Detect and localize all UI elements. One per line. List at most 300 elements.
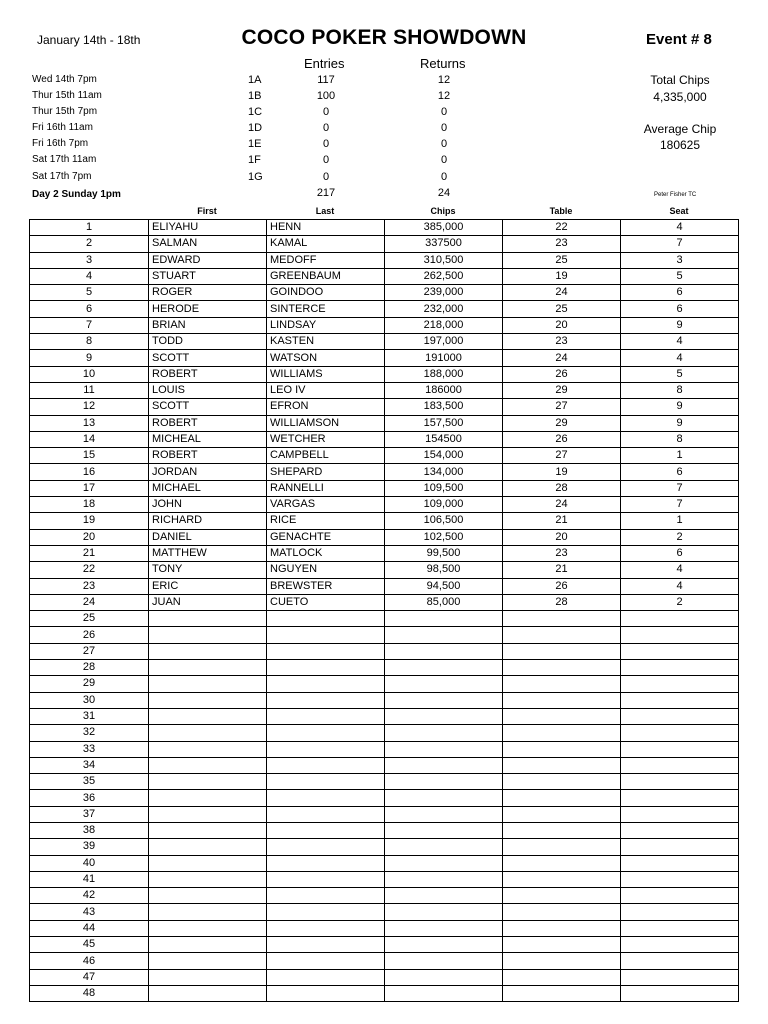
table-number-cell: [503, 920, 621, 936]
first-name-cell: TODD: [149, 334, 267, 350]
chips-cell: 262,500: [385, 268, 503, 284]
table-number-cell: [503, 725, 621, 741]
seat-cell: [621, 985, 739, 1001]
rank-cell: 17: [30, 480, 149, 496]
rank-cell: 11: [30, 382, 149, 398]
table-number-cell: [503, 969, 621, 985]
seat-cell: 6: [621, 464, 739, 480]
chips-cell: 85,000: [385, 594, 503, 610]
first-name-cell: MICHAEL: [149, 480, 267, 496]
seat-cell: 8: [621, 431, 739, 447]
last-name-cell: WILLIAMSON: [267, 415, 385, 431]
schedule-returns: 0: [440, 138, 448, 150]
chips-cell: [385, 985, 503, 1001]
last-name-cell: GOINDOO: [267, 285, 385, 301]
first-name-cell: [149, 953, 267, 969]
first-name-cell: MICHEAL: [149, 431, 267, 447]
rank-cell: 38: [30, 822, 149, 838]
schedule-day: Thur 15th 7pm: [32, 106, 98, 117]
table-number-cell: 26: [503, 578, 621, 594]
first-name-cell: [149, 904, 267, 920]
schedule-returns: 0: [440, 154, 448, 166]
chips-cell: 98,500: [385, 562, 503, 578]
table-number-cell: [503, 643, 621, 659]
seat-cell: 1: [621, 513, 739, 529]
last-name-cell: KAMAL: [267, 236, 385, 252]
table-row: [30, 611, 739, 627]
schedule-entries: 0: [322, 122, 330, 134]
seat-cell: 2: [621, 529, 739, 545]
seat-cell: 4: [621, 578, 739, 594]
seat-cell: [621, 806, 739, 822]
first-name-cell: EDWARD: [149, 252, 267, 268]
table-number-cell: [503, 904, 621, 920]
rank-cell: 34: [30, 757, 149, 773]
table-row: [30, 220, 739, 236]
last-name-cell: MATLOCK: [267, 545, 385, 561]
schedule-entries: 100: [316, 90, 336, 102]
schedule-returns: 12: [437, 74, 451, 86]
seat-cell: [621, 822, 739, 838]
table-number-cell: [503, 790, 621, 806]
rank-cell: 5: [30, 285, 149, 301]
chips-cell: 239,000: [385, 285, 503, 301]
schedule-day: Thur 15th 11am: [32, 90, 102, 101]
last-name-cell: [267, 790, 385, 806]
seat-cell: 9: [621, 399, 739, 415]
page-title: COCO POKER SHOWDOWN: [241, 26, 527, 49]
table-number-cell: 24: [503, 350, 621, 366]
table-row: [30, 317, 739, 333]
table-row: [30, 839, 739, 855]
chips-cell: [385, 708, 503, 724]
last-name-cell: [267, 871, 385, 887]
seat-cell: 9: [621, 415, 739, 431]
first-name-cell: [149, 839, 267, 855]
first-name-cell: [149, 725, 267, 741]
first-name-cell: [149, 757, 267, 773]
seat-cell: [621, 888, 739, 904]
chips-cell: [385, 741, 503, 757]
last-name-cell: [267, 660, 385, 676]
last-name-cell: KASTEN: [267, 334, 385, 350]
last-name-cell: WATSON: [267, 350, 385, 366]
schedule-returns: 0: [440, 122, 448, 134]
first-name-cell: HERODE: [149, 301, 267, 317]
rank-cell: 25: [30, 611, 149, 627]
last-name-cell: MEDOFF: [267, 252, 385, 268]
chips-cell: 157,500: [385, 415, 503, 431]
rank-cell: 26: [30, 627, 149, 643]
seat-cell: [621, 660, 739, 676]
seat-cell: [621, 757, 739, 773]
table-number-cell: 25: [503, 301, 621, 317]
chips-cell: [385, 969, 503, 985]
schedule-flight: 1B: [248, 90, 262, 102]
chips-cell: [385, 855, 503, 871]
last-name-cell: [267, 611, 385, 627]
chips-cell: 99,500: [385, 545, 503, 561]
table-row: [30, 529, 739, 545]
table-row: [30, 920, 739, 936]
table-number-cell: 29: [503, 382, 621, 398]
chips-cell: [385, 920, 503, 936]
seat-cell: 4: [621, 334, 739, 350]
seat-cell: [621, 611, 739, 627]
table-row: [30, 953, 739, 969]
last-name-cell: RICE: [267, 513, 385, 529]
last-name-cell: [267, 904, 385, 920]
table-number-cell: 27: [503, 448, 621, 464]
seat-cell: 2: [621, 594, 739, 610]
table-number-cell: 24: [503, 497, 621, 513]
seat-cell: [621, 725, 739, 741]
table-number-cell: [503, 774, 621, 790]
seat-cell: 4: [621, 350, 739, 366]
seat-cell: 6: [621, 545, 739, 561]
last-name-cell: [267, 741, 385, 757]
first-name-cell: DANIEL: [149, 529, 267, 545]
rank-cell: 33: [30, 741, 149, 757]
table-number-cell: 23: [503, 334, 621, 350]
rank-cell: 43: [30, 904, 149, 920]
table-row: [30, 627, 739, 643]
seat-cell: [621, 969, 739, 985]
seat-cell: 6: [621, 301, 739, 317]
seat-cell: 7: [621, 236, 739, 252]
first-name-cell: MATTHEW: [149, 545, 267, 561]
schedule-row: [0, 154, 768, 170]
first-name-cell: JUAN: [149, 594, 267, 610]
table-number-cell: 23: [503, 236, 621, 252]
seat-cell: 6: [621, 285, 739, 301]
last-name-cell: [267, 708, 385, 724]
last-name-cell: [267, 806, 385, 822]
rank-cell: 37: [30, 806, 149, 822]
average-chip-value: 180625: [659, 138, 701, 152]
table-row: [30, 937, 739, 953]
first-name-cell: LOUIS: [149, 382, 267, 398]
schedule-day: Sat 17th 11am: [32, 154, 97, 165]
table-row: [30, 448, 739, 464]
chips-cell: 134,000: [385, 464, 503, 480]
rank-cell: 1: [30, 220, 149, 236]
seat-cell: [621, 871, 739, 887]
rank-cell: 22: [30, 562, 149, 578]
schedule-flight: 1D: [248, 122, 263, 134]
rank-cell: 2: [30, 236, 149, 252]
chips-cell: [385, 692, 503, 708]
table-row: [30, 757, 739, 773]
table-row: [30, 774, 739, 790]
table-number-cell: 21: [503, 513, 621, 529]
table-row: [30, 904, 739, 920]
schedule-flight: 1G: [248, 171, 263, 183]
table-number-cell: 25: [503, 252, 621, 268]
rank-cell: 8: [30, 334, 149, 350]
last-name-cell: CUETO: [267, 594, 385, 610]
first-name-cell: SCOTT: [149, 399, 267, 415]
rank-cell: 23: [30, 578, 149, 594]
chips-cell: [385, 757, 503, 773]
seat-cell: [621, 627, 739, 643]
rank-cell: 12: [30, 399, 149, 415]
rank-cell: 32: [30, 725, 149, 741]
schedule-flight: 1F: [248, 154, 261, 166]
last-name-cell: [267, 985, 385, 1001]
table-number-cell: 27: [503, 399, 621, 415]
col-first: First: [197, 206, 217, 216]
schedule-entries: 0: [322, 106, 330, 118]
last-name-cell: GENACHTE: [267, 529, 385, 545]
last-name-cell: HENN: [267, 220, 385, 236]
rank-cell: 27: [30, 643, 149, 659]
day2-label: Day 2 Sunday 1pm: [32, 189, 121, 200]
schedule-day: Wed 14th 7pm: [32, 74, 97, 85]
rank-cell: 47: [30, 969, 149, 985]
first-name-cell: ROBERT: [149, 415, 267, 431]
schedule-returns: 0: [440, 106, 448, 118]
table-number-cell: 20: [503, 317, 621, 333]
first-name-cell: ROGER: [149, 285, 267, 301]
last-name-cell: [267, 822, 385, 838]
last-name-cell: [267, 676, 385, 692]
rank-cell: 13: [30, 415, 149, 431]
table-row: [30, 888, 739, 904]
chips-cell: [385, 937, 503, 953]
table-number-cell: [503, 741, 621, 757]
schedule-returns: 12: [437, 90, 451, 102]
last-name-cell: LINDSAY: [267, 317, 385, 333]
table-row: [30, 301, 739, 317]
chips-cell: 109,500: [385, 480, 503, 496]
table-row: [30, 855, 739, 871]
chips-cell: 94,500: [385, 578, 503, 594]
seat-cell: 1: [621, 448, 739, 464]
table-number-cell: 19: [503, 268, 621, 284]
first-name-cell: [149, 822, 267, 838]
signature: Peter Fisher TC: [654, 192, 697, 198]
table-number-cell: [503, 676, 621, 692]
table-row: [30, 660, 739, 676]
table-number-cell: 28: [503, 594, 621, 610]
last-name-cell: [267, 969, 385, 985]
first-name-cell: SALMAN: [149, 236, 267, 252]
chips-cell: [385, 627, 503, 643]
last-name-cell: [267, 725, 385, 741]
table-row: [30, 431, 739, 447]
rank-cell: 28: [30, 660, 149, 676]
table-row: [30, 497, 739, 513]
date-range: January 14th - 18th: [37, 33, 141, 47]
table-number-cell: 19: [503, 464, 621, 480]
col-seat: Seat: [669, 206, 689, 216]
rank-cell: 42: [30, 888, 149, 904]
table-number-cell: [503, 806, 621, 822]
total-entries: 217: [316, 187, 336, 199]
first-name-cell: STUART: [149, 268, 267, 284]
table-number-cell: 26: [503, 431, 621, 447]
first-name-cell: [149, 855, 267, 871]
table-row: [30, 692, 739, 708]
first-name-cell: [149, 660, 267, 676]
chips-cell: [385, 822, 503, 838]
chips-cell: 385,000: [385, 220, 503, 236]
last-name-cell: [267, 839, 385, 855]
last-name-cell: RANNELLI: [267, 480, 385, 496]
table-row: [30, 676, 739, 692]
table-number-cell: 24: [503, 285, 621, 301]
schedule-day: Sat 17th 7pm: [32, 171, 92, 182]
table-row: [30, 725, 739, 741]
first-name-cell: [149, 627, 267, 643]
table-number-cell: 28: [503, 480, 621, 496]
last-name-cell: [267, 937, 385, 953]
seat-cell: 7: [621, 480, 739, 496]
seat-cell: 4: [621, 562, 739, 578]
table-number-cell: [503, 888, 621, 904]
first-name-cell: ROBERT: [149, 366, 267, 382]
last-name-cell: [267, 692, 385, 708]
chips-cell: 106,500: [385, 513, 503, 529]
table-number-cell: [503, 822, 621, 838]
rank-cell: 48: [30, 985, 149, 1001]
last-name-cell: [267, 888, 385, 904]
table-number-cell: [503, 660, 621, 676]
seat-cell: [621, 904, 739, 920]
seat-cell: [621, 839, 739, 855]
chips-cell: [385, 904, 503, 920]
seat-cell: [621, 741, 739, 757]
chips-cell: 232,000: [385, 301, 503, 317]
schedule-day: Fri 16th 7pm: [32, 138, 89, 149]
last-name-cell: [267, 643, 385, 659]
schedule-day: Fri 16th 11am: [32, 122, 93, 133]
seat-cell: 3: [621, 252, 739, 268]
schedule-entries: 0: [322, 154, 330, 166]
table-row: [30, 513, 739, 529]
rank-cell: 41: [30, 871, 149, 887]
table-row: [30, 399, 739, 415]
chips-cell: [385, 660, 503, 676]
col-chips: Chips: [430, 206, 456, 216]
chips-cell: 191000: [385, 350, 503, 366]
last-name-cell: EFRON: [267, 399, 385, 415]
last-name-cell: SHEPARD: [267, 464, 385, 480]
chip-count-table: [29, 219, 739, 1002]
seat-cell: 7: [621, 497, 739, 513]
first-name-cell: [149, 920, 267, 936]
chips-cell: [385, 790, 503, 806]
table-row: [30, 382, 739, 398]
rank-cell: 15: [30, 448, 149, 464]
table-row: [30, 822, 739, 838]
seat-cell: [621, 920, 739, 936]
first-name-cell: [149, 708, 267, 724]
first-name-cell: [149, 741, 267, 757]
first-name-cell: [149, 692, 267, 708]
chips-cell: [385, 839, 503, 855]
last-name-cell: [267, 774, 385, 790]
first-name-cell: [149, 643, 267, 659]
table-row: [30, 480, 739, 496]
event-number: Event # 8: [646, 31, 712, 48]
chips-cell: 183,500: [385, 399, 503, 415]
table-row: [30, 236, 739, 252]
seat-cell: [621, 953, 739, 969]
chips-cell: [385, 676, 503, 692]
last-name-cell: BREWSTER: [267, 578, 385, 594]
first-name-cell: TONY: [149, 562, 267, 578]
table-number-cell: [503, 937, 621, 953]
first-name-cell: SCOTT: [149, 350, 267, 366]
chips-cell: 337500: [385, 236, 503, 252]
schedule-entries: 0: [322, 138, 330, 150]
table-number-cell: [503, 871, 621, 887]
table-number-cell: 21: [503, 562, 621, 578]
table-row: [30, 594, 739, 610]
total-returns: 24: [437, 187, 451, 199]
table-number-cell: [503, 839, 621, 855]
table-number-cell: 26: [503, 366, 621, 382]
first-name-cell: [149, 985, 267, 1001]
first-name-cell: [149, 790, 267, 806]
rank-cell: 35: [30, 774, 149, 790]
chips-cell: [385, 725, 503, 741]
rank-cell: 21: [30, 545, 149, 561]
last-name-cell: WETCHER: [267, 431, 385, 447]
chips-cell: [385, 611, 503, 627]
last-name-cell: NGUYEN: [267, 562, 385, 578]
table-row: [30, 708, 739, 724]
rank-cell: 31: [30, 708, 149, 724]
last-name-cell: GREENBAUM: [267, 268, 385, 284]
rank-cell: 30: [30, 692, 149, 708]
table-row: [30, 562, 739, 578]
rank-cell: 45: [30, 937, 149, 953]
chips-cell: 218,000: [385, 317, 503, 333]
last-name-cell: [267, 920, 385, 936]
table-row: [30, 415, 739, 431]
first-name-cell: BRIAN: [149, 317, 267, 333]
first-name-cell: [149, 969, 267, 985]
table-row: [30, 643, 739, 659]
first-name-cell: [149, 806, 267, 822]
seat-cell: 9: [621, 317, 739, 333]
table-row: [30, 985, 739, 1001]
rank-cell: 9: [30, 350, 149, 366]
chips-cell: [385, 806, 503, 822]
seat-cell: [621, 937, 739, 953]
chips-cell: 154,000: [385, 448, 503, 464]
chips-cell: [385, 888, 503, 904]
table-row: [30, 790, 739, 806]
chips-cell: 109,000: [385, 497, 503, 513]
rank-cell: 7: [30, 317, 149, 333]
last-name-cell: SINTERCE: [267, 301, 385, 317]
first-name-cell: RICHARD: [149, 513, 267, 529]
schedule-row: [0, 106, 768, 122]
schedule-flight: 1A: [248, 74, 262, 86]
returns-heading: Returns: [420, 56, 466, 71]
last-name-cell: VARGAS: [267, 497, 385, 513]
last-name-cell: [267, 855, 385, 871]
table-number-cell: 29: [503, 415, 621, 431]
table-number-cell: [503, 757, 621, 773]
col-last: Last: [315, 206, 335, 216]
table-number-cell: [503, 611, 621, 627]
first-name-cell: ROBERT: [149, 448, 267, 464]
